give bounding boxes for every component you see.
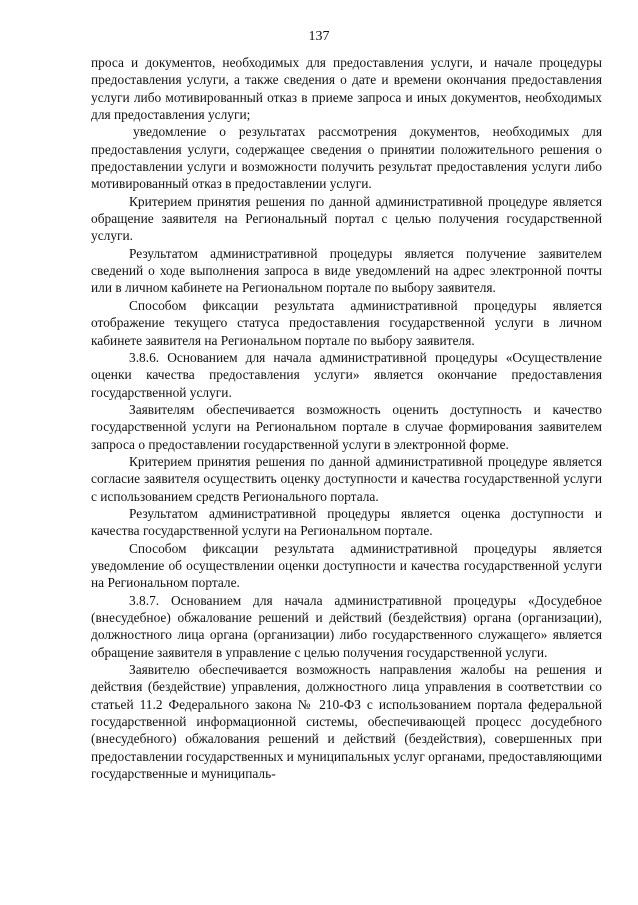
paragraph-procedure-result: Результатом административной процедуры является получение заявителем сведений о ходе выполнения запроса в виде уведомлений на адрес электронной почты или в личном кабинете на Региональном портале по выбору заявителя. <box>91 245 602 296</box>
paragraph-fixation-method: Способом фиксации результата административной процедуры является отображение текущего статуса предоставления государственной услуги в личном кабинете заявителя на Региональном портале по выбору заявителя. <box>91 297 602 348</box>
paragraph-assessment-criterion: Критерием принятия решения по данной административной процедуре является согласие заявителя осуществить оценку доступности и качества государственной услуги с использованием средств Регионального портала. <box>91 453 602 504</box>
document-body <box>91 54 602 782</box>
paragraph-notification-results: уведомление о результатах рассмотрения документов, необходимых для предоставления услуги, содержащее сведения о принятии положительного решения о предоставлении услуги и возможности получить результат предоставления услуги либо мотивированный отказ в предоставлении услуги. <box>91 124 602 192</box>
paragraph-quality-assessment: Заявителям обеспечивается возможность оценить доступность и качество государственной услуги на Региональном портале в случае формирования заявителем запроса о предоставлении государственной услуги в электронной форме. <box>91 401 602 452</box>
paragraph-decision-criterion: Критерием принятия решения по данной административной процедуре является обращение заявителя на Региональный портал с целью получения государственной услуги. <box>91 193 602 244</box>
paragraph-request-documents: проса и документов, необходимых для предоставления услуги, и начале процедуры предоставления услуги, а также сведения о дате и времени окончания предоставления услуги либо мотивированный отказ в приеме запроса и иных документов, необходимых для предоставления услуги; <box>91 55 602 123</box>
paragraph-section-3-8-7: 3.8.7. Основанием для начала административной процедуры «Досудебное (внесудебное) обжалование решений и действий (бездействия) органа (организации), должностного лица органа (организации) либо государственного служащего» является обращение заявителя в управление с целью получения государственной услуги. <box>91 592 602 660</box>
paragraph-assessment-fixation: Способом фиксации результата административной процедуры является уведомление об осуществлении оценки доступности и качества государственной услуги на Региональном портале. <box>91 540 602 591</box>
paragraph-assessment-result: Результатом административной процедуры является оценка доступности и качества государственной услуги на Региональном портале. <box>91 505 602 539</box>
paragraph-section-3-8-6: 3.8.6. Основанием для начала административной процедуры «Осуществление оценки качества предоставления услуги» является окончание предоставления государственной услуги. <box>91 349 602 400</box>
page-number: 137 <box>308 29 330 44</box>
paragraph-complaint-option: Заявителю обеспечивается возможность направления жалобы на решения и действия (бездействие) управления, должностного лица управления в соответствии со статьей 11.2 Федерального закона № 210-ФЗ с использованием портала федеральной государственной информационной системы, обеспечивающей процесс досудебного (внесудебного) обжалования решений и действий (бездействия), совершенных при предоставлении государственных и муниципальных услуг органами, предоставляющими государственные и муниципаль- <box>91 662 602 782</box>
